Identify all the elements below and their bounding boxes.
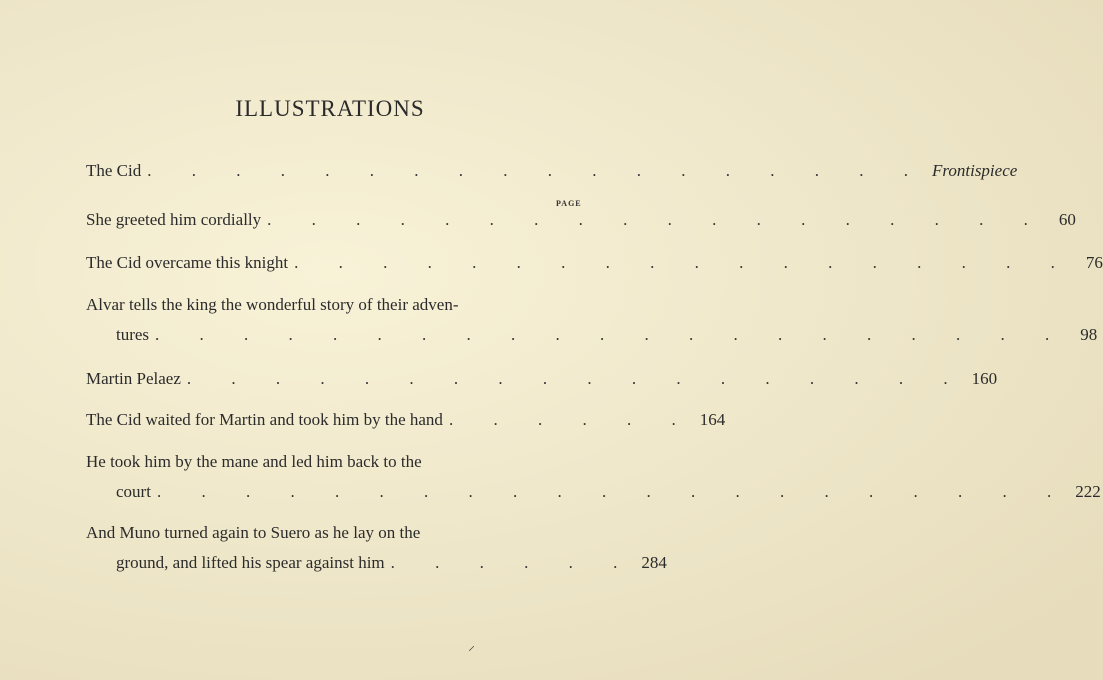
entry-title: The Cid overcame this knight [86, 253, 289, 272]
entry-title: He took him by the mane and led him back to the [86, 452, 422, 471]
illustration-entry [86, 405, 726, 435]
entry-line [86, 205, 1076, 235]
illustration-entry [86, 290, 1098, 350]
leader-dots: . . . . . . . . . . . . . . . . . . [147, 161, 926, 180]
leader-dots: . . . . . . . . . . . . . . . . . . [267, 210, 1046, 229]
entry-page: 76 [1085, 253, 1103, 272]
illustration-entry [86, 518, 667, 578]
entry-line [86, 290, 588, 320]
illustration-entry [86, 248, 1103, 278]
entry-title: Martin Pelaez [86, 369, 181, 388]
entry-page: 160 [971, 369, 998, 388]
entry-line [86, 156, 1018, 186]
entry-line [86, 447, 588, 477]
entry-title: The Cid waited for Martin and took him by the hand [86, 410, 443, 429]
leader-dots: . . . . . . . . . . . . . . . . . . [294, 253, 1073, 272]
entry-page: 164 [699, 410, 726, 429]
illustration-entry [86, 364, 998, 394]
entry-page: 60 [1058, 210, 1076, 229]
entry-line [86, 248, 1103, 278]
entry-page: 98 [1080, 325, 1098, 344]
leader-dots: . . . . . . [448, 410, 694, 429]
entry-title-continued: ground, and lifted his spear against him [116, 553, 385, 572]
entry-line-continued [86, 320, 1098, 350]
entry-page: Frontispiece [932, 161, 1018, 180]
illustration-entry [86, 205, 1076, 235]
entry-title-continued: court [116, 482, 151, 501]
entry-line [86, 405, 726, 435]
leader-dots: . . . . . . . . . . . . . . . . . . . . . [155, 325, 1068, 344]
entry-page: 222 [1075, 482, 1101, 501]
leader-dots: . . . . . . [390, 553, 636, 572]
leader-dots: . . . . . . . . . . . . . . . . . . [186, 369, 966, 388]
entry-title-continued: tures [116, 325, 150, 344]
page-heading: ILLUSTRATIONS [235, 96, 425, 121]
paper-blemish: ⸝ [468, 639, 475, 654]
entry-title: Alvar tells the king the wonderful story of their adven- [86, 295, 459, 314]
entry-page: 284 [641, 553, 667, 572]
leader-dots: . . . . . . . . . . . . . . . . . . . . . [156, 482, 1070, 501]
illustration-entry [86, 447, 1101, 507]
illustration-entry [86, 156, 1018, 186]
entry-title: The Cid [86, 161, 142, 180]
entry-line-continued [86, 548, 667, 578]
entry-line [86, 364, 998, 394]
page-column-label: PAGE [556, 199, 582, 208]
entry-title: She greeted him cordially [86, 210, 262, 229]
entry-line-continued [86, 477, 1101, 507]
entry-title: And Muno turned again to Suero as he lay on the [86, 523, 421, 542]
entry-line [86, 518, 588, 548]
